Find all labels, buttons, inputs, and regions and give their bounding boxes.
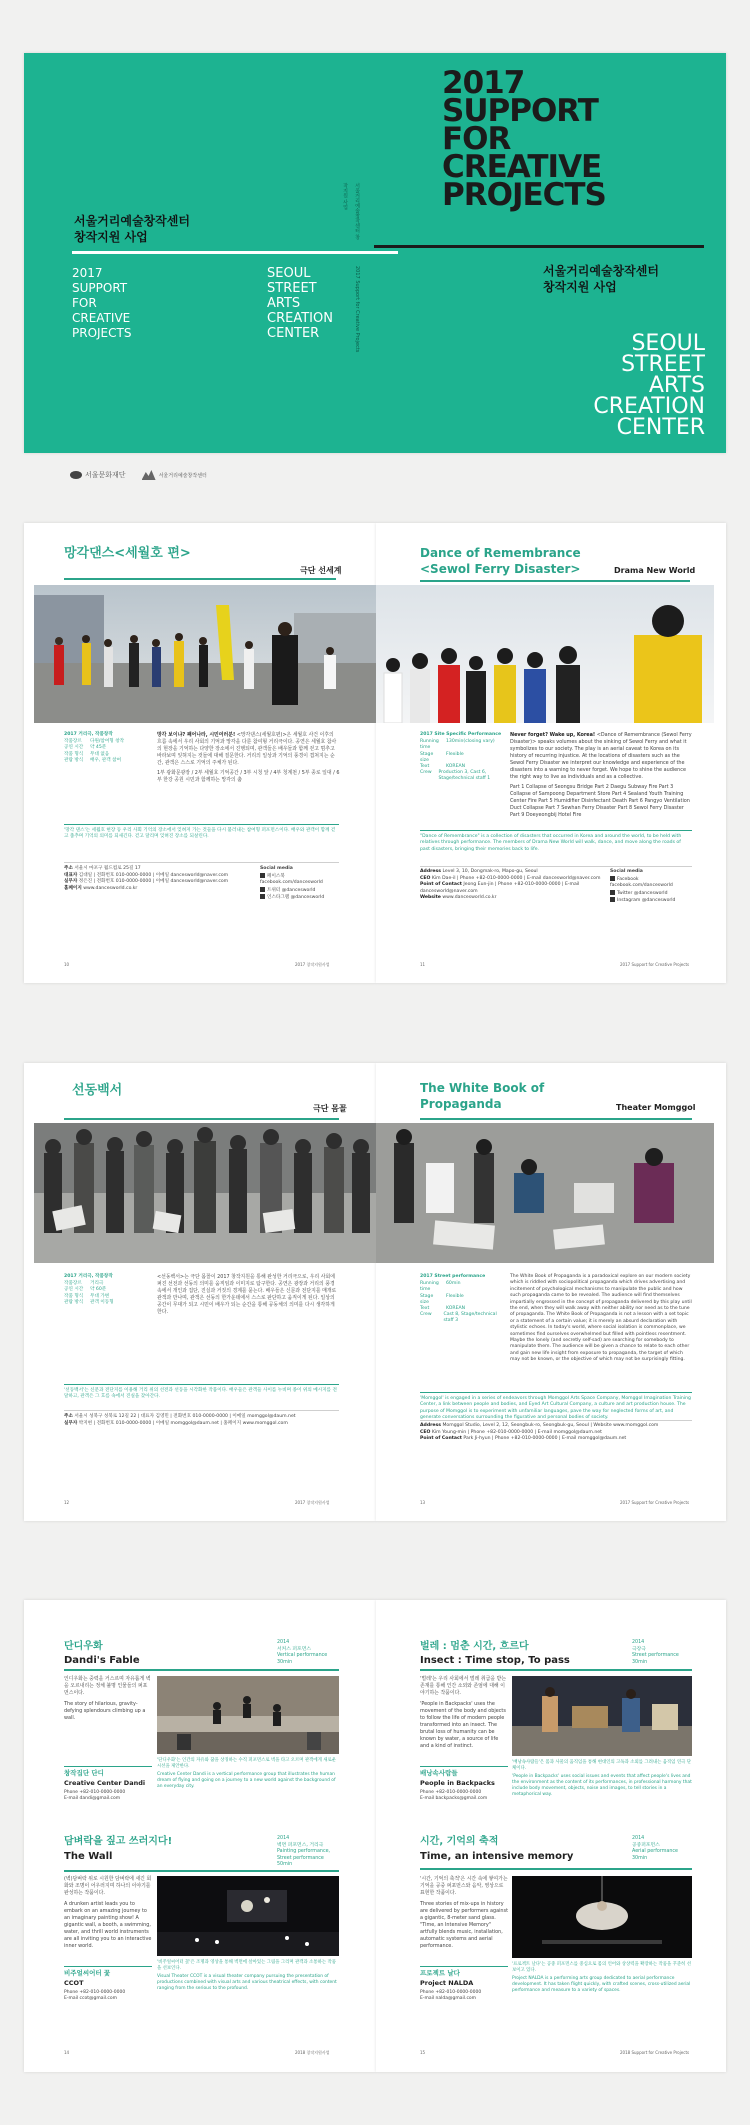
- s3-right-top-company-en: People in Backpacks: [420, 1779, 495, 1787]
- center-logo-icon: [142, 470, 156, 480]
- spread-1-right-company: Drama New World: [614, 566, 696, 575]
- spread-2-right-contact-rule: [420, 1420, 692, 1421]
- s3-left-top-company-rule: [64, 1766, 152, 1767]
- cover-panel: [24, 53, 726, 453]
- contact-value: 김대일 | 전화번호 010-0000-0000 | 이메일 dancesworld@naver.com: [78, 872, 229, 878]
- contact-row: [420, 1423, 692, 1430]
- meta-row: [420, 1312, 505, 1324]
- cover-title-line: PROJECTS: [442, 177, 606, 213]
- s3-left-bottom-photo: [157, 1876, 339, 1956]
- cover-title-line: 2017: [442, 65, 525, 101]
- caption-en: Visual Theater CCOT is a visual theater company pursuing the presentation of productions combined with visual arts and various theatrical effects, with content ranging from the serious to the profound.: [157, 1974, 337, 1991]
- contact-email[interactable]: E-mail ccot@gmail.com: [64, 1996, 118, 2001]
- social-link[interactable]: 트위터 @dancesworld: [267, 887, 316, 893]
- spread-1-right-contact-rule: [420, 866, 692, 867]
- meta-year: 2017 Site Specific Performance: [420, 732, 502, 737]
- title-line: Propaganda: [420, 1097, 502, 1111]
- cover-divider-white: [72, 251, 398, 254]
- meta-key: 작품장르: [64, 1281, 82, 1287]
- s3-left-top-photo: [157, 1676, 339, 1754]
- s3-right-bottom-company-ko: 프로젝트 날다: [420, 1969, 460, 1977]
- meta-row: [420, 1281, 505, 1293]
- cover-spine-left: 서울거리예술창작센터 창작지원 사업: [342, 183, 360, 240]
- spread-2-right-meta: [420, 1274, 505, 1325]
- social-label: Social media: [610, 869, 643, 874]
- desc-ko: '시간, 기억의 축적'은 시간 속에 쌓여가는 기억을 공중 퍼포먼스와 음악, 영상으로 표현한 작품이다.: [420, 1876, 508, 1896]
- spread-1-right-rule: [420, 580, 690, 582]
- body-paragraph: <Dance of Remembrance (Sewol Ferry Disaster)> speaks volumes about the sinking of Sewol Ferry and what it symbolizes to our society. The play is an aerial caveat to Korea on its history of recurring injustice. At the locations of disasters such as the Sewol Ferry Disaster we interpret our knowledge and experience of the disasters into a warning to never forget. We hope to shine the audience the right way to live as individuals and as a collective.: [510, 732, 692, 780]
- s3-left-top-company-ko: 창작집단 단디: [64, 1769, 104, 1777]
- s3-left-bottom-title-en: The Wall: [64, 1851, 113, 1862]
- contact-key: Address: [420, 869, 441, 874]
- foundation-logo-icon: [70, 471, 82, 479]
- desc-en: A drunken artist leads you to embark on an amazing journey to an imaginary painting show! A gigantic wall, a booth, a swimming, water, and thrill world instruments are all inviting you to an interactive inner world.: [64, 1901, 152, 1949]
- spread-1-left-title: 망각댄스<세월호 편>: [64, 546, 191, 561]
- meta-row: [64, 758, 149, 764]
- facebook-icon: [260, 873, 265, 878]
- contact-phone: Phone +82-010-0000-0000: [420, 1990, 482, 1995]
- contact-row: [420, 1436, 692, 1443]
- s3-right-bottom-caption: [512, 1962, 692, 1994]
- desc-en: The story of hilarious, gravity-defying splendours climbing up a wall.: [64, 1701, 146, 1721]
- spread-3-left-folio-number: 14: [64, 2050, 70, 2055]
- cover-english-center: [267, 266, 333, 341]
- spread-2-right-caption-rule: [420, 1392, 692, 1393]
- s3-right-top-rule: [420, 1669, 692, 1671]
- meta-value: 관객 이동형: [90, 1299, 114, 1305]
- contact-value: Momggol Studio, Level 2, 12, Seongbuk-ro, Seongbuk-gu, Seoul | Website www.momggol.com: [442, 1423, 659, 1428]
- s3-left-bottom-title-ko: 담벼락을 짚고 쓰러지다!: [64, 1836, 173, 1847]
- meta-key: 작품 형식: [64, 751, 84, 757]
- meta-value: 130min(closing vary): [446, 739, 495, 745]
- caption-en: Project NALDA is a performing arts group dedicated to aerial performance development. It has taken flight quickly, with crafted scenes, cross-utilized aerial performance and measure to a variety of spaces.: [512, 1976, 691, 1993]
- cover-ko-line: 창작지원 사업: [543, 280, 617, 294]
- cover-korean-title-right: [543, 263, 713, 295]
- cover-en-line: SEOUL: [267, 266, 311, 281]
- social-row: [260, 887, 340, 895]
- social-row: [610, 876, 692, 890]
- spread-1-left-contact: [64, 866, 254, 892]
- spread-1-right-meta: [420, 732, 505, 783]
- desc-ko: (벽)담벼락 위로 시원한 담벼락에 새긴 회화와 조명이 어우러지며 하나의 이야기를 완성하는 작품이다.: [64, 1876, 152, 1896]
- spread-2-photo: [34, 1123, 714, 1263]
- meta-line: Street performance: [277, 1855, 324, 1861]
- meta-key: Text: [420, 1306, 430, 1312]
- cover-main-title: [442, 65, 722, 213]
- spread-1-right-caption-rule: [420, 830, 692, 831]
- s3-left-top-meta: [277, 1640, 327, 1666]
- spread-2-right-folio-text: 2017 Support for Creative Projects: [620, 1500, 690, 1505]
- spread-1-right-folio-text: 2017 Support for Creative Projects: [620, 962, 690, 967]
- meta-key: 공연 시간: [64, 1287, 84, 1293]
- s3-right-bottom-company-en: Project NALDA: [420, 1979, 474, 1987]
- s3-right-bottom-title-en: Time, an intensive memory: [420, 1851, 574, 1862]
- body-lead: Never forget? Wake up, Korea!: [510, 732, 596, 738]
- spread-1-left-social: [260, 866, 340, 902]
- cover-divider-dark: [374, 245, 704, 248]
- meta-line: 2014: [632, 1836, 645, 1841]
- meta-value: 60min: [446, 1281, 461, 1287]
- s3-right-top-title-ko: 벌레 : 멈춘 시간, 흐르다: [420, 1641, 529, 1652]
- meta-line: 공중퍼포먼스: [632, 1842, 660, 1848]
- cover-title-line: FOR: [442, 121, 511, 157]
- twitter-icon: [610, 890, 615, 895]
- meta-value: KOREAN: [446, 764, 466, 770]
- social-link[interactable]: 페이스북 facebook.com/dancesworld: [260, 873, 323, 886]
- spread-2-right-title: [420, 1080, 544, 1112]
- spread-1-right-title: [420, 545, 581, 577]
- contact-value: Park Ji-hyun | Phone +82-010-0000-0000 | E-mail momggol@daum.net: [463, 1436, 627, 1442]
- spread-2-left-company: 극단 몸꼴: [313, 1104, 347, 1113]
- social-link[interactable]: Instagram @dancesworld: [617, 898, 676, 904]
- twitter-icon: [260, 887, 265, 892]
- title-line: <Sewol Ferry Disaster>: [420, 562, 581, 576]
- cover-ko-line: 서울거리예술창작센터: [74, 214, 190, 228]
- photo-street: [512, 1726, 692, 1756]
- spread-2-right-contact: [420, 1423, 692, 1443]
- meta-key: 작품 형식: [64, 1293, 84, 1299]
- s3-left-bottom-company-rule: [64, 1966, 152, 1967]
- caption-ko: '단디우화'는 인간의 자유와 꿈을 상징하는 수직 퍼포먼스로 벽을 타고 오르며 관객에게 새로운 시선을 제안한다.: [157, 1758, 336, 1769]
- social-link[interactable]: Twitter @dancesworld: [617, 890, 668, 896]
- social-row: [610, 897, 692, 905]
- contact-email[interactable]: E-mail backpacks@gmail.com: [420, 1796, 488, 1801]
- contact-phone: Phone +82-010-0000-0000: [420, 1790, 482, 1795]
- meta-value: 배우, 관객 참여: [90, 757, 122, 763]
- contact-value: Jeong Eun-jin | Phone +82-010-0000-0000 | E-mail dancesworld@naver.com: [420, 882, 580, 894]
- caption-ko: '배낭속사람들'은 몸과 사물의 움직임을 통해 현대인의 고독과 소외를 그려내는 움직임 연극 단체이다.: [512, 1760, 691, 1771]
- social-link[interactable]: Facebook facebook.com/dancesworld: [610, 876, 673, 889]
- contact-value: Kim Young-min | Phone +82-010-0000-0000 | E-mail momggol@daum.net: [431, 1429, 602, 1435]
- logo-label: 서울문화재단: [85, 471, 126, 479]
- contact-row: [64, 1414, 339, 1421]
- s3-right-top-company-rule: [420, 1766, 508, 1767]
- cover-en-line: CREATION: [267, 311, 333, 326]
- meta-key: Stage size: [420, 1293, 434, 1305]
- meta-line: Street performance: [632, 1653, 679, 1658]
- meta-row: [420, 1294, 505, 1306]
- contact-row: [64, 886, 254, 893]
- caption-en: Creative Center Dandi is a vertical performance group that illustrates the human dream of flying and going on a journey to a new world against the background of an everyday city.: [157, 1772, 336, 1789]
- spread-2-right-folio-number: 13: [420, 1500, 426, 1505]
- spread-2-right-company: Theater Momggol: [616, 1103, 696, 1112]
- meta-line: 2014: [277, 1640, 290, 1645]
- meta-row: [64, 1300, 149, 1306]
- spread-1-left-company: 극단 선세계: [300, 566, 342, 575]
- desc-ko: '벌레'는 우리 사회에서 벌레 취급을 받는 존재를 통해 인간 소외와 존엄에 대해 이야기하는 작품이다.: [420, 1676, 507, 1696]
- meta-key: Crew: [420, 770, 432, 776]
- s3-right-top-photo: [512, 1676, 692, 1756]
- cover-en-line: FOR: [72, 296, 97, 310]
- social-label: Social media: [260, 866, 293, 871]
- contact-key: CEO: [420, 1429, 431, 1435]
- contact-row: [64, 879, 254, 886]
- contact-value: www.dancesworld.co.kr: [83, 885, 138, 891]
- facebook-icon: [610, 876, 615, 881]
- s3-right-top-meta: [632, 1640, 679, 1666]
- cover-logos: [70, 470, 207, 480]
- s3-right-top-contact: [420, 1790, 510, 1802]
- meta-value: KOREAN: [446, 1306, 466, 1312]
- contact-value: 서울시 마포구 월드컵로 25길 17: [74, 866, 141, 871]
- s3-left-bottom-desc: [64, 1876, 152, 1950]
- meta-line: 30min: [632, 1855, 648, 1861]
- body-paragraph: <망각댄스(세월호편)>은 세월호 사건 이후의 흐름 속에서 우리 사회의 기억과 망각을 다룬 참여형 거리극이다. 공연은 세월호 참사의 현장을 기억하는 다양한 장소에서 진행되며, 관객들은 배우들과 함께 걷고 멈추고 바라보며 잊혀지는 것들에 대해 질문한다. 거리의 일상과 기억의 풍경이 겹쳐지는 순간, 관객은 스스로 기억의 주체가 된다.: [157, 732, 337, 766]
- contact-row: [64, 1421, 339, 1428]
- contact-phone: Phone +82-010-0000-0000: [64, 1790, 126, 1795]
- meta-key: 작품장르: [64, 739, 82, 745]
- social-row: [260, 894, 340, 902]
- meta-key: Running time: [420, 739, 439, 751]
- cover-title-line: SUPPORT: [442, 93, 598, 129]
- body-paragraph-2: 1부 광화문광장 / 2부 세월호 기억공간 / 3부 시청 앞 / 4부 청계천 / 5부 종로 일대 / 6부 한강 공원 시민과 함께하는 망각의 춤: [157, 770, 340, 783]
- meta-row: [420, 739, 505, 751]
- spread-1-right-folio-number: 11: [420, 962, 426, 967]
- cover-en-line: SEOUL: [631, 331, 705, 356]
- cover-en-line: 2017: [72, 266, 103, 280]
- spread-2-left-title: 선동백서: [72, 1083, 123, 1098]
- spread-3-right-folio-number: 15: [420, 2050, 426, 2055]
- desc-en: 'People in Backpacks' uses the movement of the body and objects to follow the life of modern people transformed into an insect. The brutal loss of humanity can be known by water, a source of life and a kind of instinct.: [420, 1701, 506, 1749]
- social-row: [610, 890, 692, 898]
- social-link[interactable]: 인스타그램 @dancesworld: [267, 895, 325, 901]
- spread-1-left-folio-text: 2017 창작지원사업: [295, 962, 330, 967]
- meta-key: Stage size: [420, 751, 434, 763]
- spread-1-left-meta: [64, 732, 149, 764]
- spread-2-left-folio-text: 2017 창작지원사업: [295, 1500, 330, 1505]
- meta-value: Production 3, Cast 6, Stage/technical staff 1: [438, 770, 491, 782]
- logo-label: 서울거리예술창작센터: [158, 473, 207, 479]
- contact-key: Address: [420, 1423, 441, 1428]
- meta-key: Text: [420, 764, 430, 770]
- spread-2-left-caption: '선동백서'는 신문과 전단지를 이용해 거리 위의 선전과 선동을 시각화한 작품이다. 배우들은 관객들 사이를 누비며 종이 위의 메시지를 전달하고, 관객은 그 흐름 속에서 진실을 찾아간다.: [64, 1388, 337, 1400]
- cover-english-right: [543, 333, 705, 438]
- spread-1-left-body: [157, 732, 340, 784]
- contact-row: [420, 869, 605, 876]
- spread-3-left-folio-text: 2018 창작지원사업: [295, 2050, 330, 2055]
- photo-building: [34, 595, 104, 663]
- s3-right-top-company-ko: 배낭속사람들: [420, 1769, 458, 1777]
- meta-row: [420, 752, 505, 764]
- contact-key: 실무자: [64, 879, 78, 885]
- desc-en: Three stories of mix-ups in history are delivered by performers against a gigantic, 8-meter sand glass. "Time, an Intensive Memory" artfully blends music, installation, automatic systems and aerial performance.: [420, 1901, 508, 1949]
- meta-line: 30min: [632, 1659, 648, 1665]
- meta-value: Cast 8, Stage/technical staff 3: [443, 1312, 497, 1324]
- s3-left-top-caption: [157, 1758, 339, 1790]
- spread-1-left-folio-number: 10: [64, 962, 70, 967]
- meta-key: 관람 방식: [64, 757, 84, 763]
- meta-line: 벽면 퍼포먼스, 거리극: [277, 1842, 324, 1848]
- body-lead: 망각 보이냐? 째어나라, 시민여러분!: [157, 732, 236, 738]
- contact-key: 홈페이지: [64, 885, 82, 891]
- meta-line: 2014: [277, 1836, 290, 1841]
- s3-left-bottom-rule: [64, 1870, 339, 1872]
- meta-line: 30min: [277, 1659, 293, 1665]
- cover-en-line: CREATIVE: [72, 311, 131, 325]
- s3-left-top-title-en: Dandi's Fable: [64, 1655, 140, 1666]
- cover-en-line: CENTER: [616, 415, 705, 440]
- meta-value: Flexible: [446, 1293, 464, 1299]
- cover-title-line: CREATIVE: [442, 149, 602, 185]
- social-row: [260, 873, 340, 887]
- meta-line: 극장극: [632, 1646, 646, 1652]
- cover-en-line: ARTS: [267, 296, 301, 311]
- spread-1-right-body: [510, 732, 692, 819]
- contact-key: 주소: [64, 1414, 73, 1419]
- cover-en-line: PROJECTS: [72, 326, 132, 340]
- meta-line: Painting performance,: [277, 1849, 331, 1854]
- spread-1-left-contact-rule: [64, 862, 339, 863]
- contact-value: www.dancesworld.co.kr: [442, 895, 497, 901]
- title-line: Dance of Remembrance: [420, 546, 581, 560]
- cover-en-line: STREET: [267, 281, 317, 296]
- cover-english-left: [72, 266, 131, 341]
- cover-en-line: CREATION: [593, 394, 705, 419]
- meta-key: Crew: [420, 1312, 432, 1318]
- spread-1-left-caption: '망각 댄스'는 세월호 현장 등 우리 사회 기억의 장소에서 잊혀져 가는 것들을 다시 불러내는 참여형 퍼포먼스이다. 배우와 관객이 함께 걷고 춤추며 기억의 의미를 되새긴다. 걷고 달리며 잊혀진 장소를 되살린다.: [64, 828, 336, 840]
- meta-value: 무대 없음: [90, 751, 110, 757]
- street-arts-center-logo: [142, 470, 207, 480]
- meta-key: Running time: [420, 1281, 439, 1293]
- s3-left-top-company-en: Creative Center Dandi: [64, 1779, 146, 1787]
- spread-2-right-caption: 'Momggol' is engaged in a series of endeavors through Momggol Arts Space Company, Momggol Imagination Training Center, a link between people and bodies, and Eyed Art Cultural Company, a culture and art production house. The purpose of Momggol is to experiment with unfamiliar languages, pave the way for neglected forms of art, and generate conversations surrounding the figurative and personal bodies of society.: [420, 1396, 691, 1420]
- cover-spine-right: 2017 Support for Creative Projects: [354, 266, 360, 353]
- meta-line: Vertical performance: [277, 1653, 328, 1658]
- s3-right-bottom-desc: [420, 1876, 508, 1950]
- body-paragraph-2: Part 1 Collapse of Seongsu Bridge Part 2 Daegu Subway Fire Part 3 Collapse of Sampoong Department Store Part 4 Sealand Youth Training Center Fire Part 5 Humidifier Disinfectant Death Part 6 Pangyo Ventilation Duct Collapse Part 7 Sewhan Ferry Disaster Part 8 Sewol Ferry Disaster Part 9 Doeyeongbij Hotel Fire: [510, 784, 690, 818]
- contact-row: [420, 895, 605, 902]
- spread-3-right-folio-text: 2018 Support for Creative Projects: [620, 2050, 690, 2055]
- meta-year: 2017 거리극, 작품창작: [64, 732, 113, 737]
- s3-right-bottom-rule: [420, 1868, 692, 1870]
- seoul-foundation-logo: [70, 470, 126, 480]
- spread-1-right-caption: "Dance of Remembrance" is a collection of disasters that occurred in Korea and around the world, to be held with relatives through performance. The members of Drama New World will walk, dance, and move along the roads of past disasters, bringing their memories back to life.: [420, 834, 682, 852]
- contact-value: Kim Dae-il | Phone +82-010-0000-0000 | E-mail dancesworld@naver.com: [431, 875, 601, 881]
- meta-value: 다원/참여형 창작: [90, 739, 125, 745]
- meta-year: 2017 거리극, 작품창작: [64, 1274, 113, 1279]
- contact-key: Website: [420, 895, 441, 901]
- s3-right-bottom-company-rule: [420, 1966, 508, 1967]
- spread-2-right-rule: [420, 1118, 692, 1120]
- contact-row: [420, 882, 605, 895]
- contact-phone: Phone +82-010-0000-0000: [64, 1990, 126, 1995]
- s3-right-top-desc: [420, 1676, 508, 1750]
- contact-value: 박지현 | 전화번호 010-0000-0000 | 이메일 momggol@daum.net | 홈페이지 www.momggol.com: [78, 1420, 288, 1426]
- cover-ko-line: 서울거리예술창작센터: [543, 264, 659, 278]
- meta-year: 2017 Street performance: [420, 1274, 486, 1279]
- contact-value: Level 3, 10, Dongmak-ro, Mapo-gu, Seoul: [442, 869, 538, 874]
- instagram-icon: [260, 894, 265, 899]
- meta-value: Flexible: [446, 751, 464, 757]
- spread-1-left-caption-rule: [64, 824, 339, 825]
- spread-1-right-social: [610, 869, 692, 905]
- s3-left-top-contact: [64, 1790, 154, 1802]
- title-line: The White Book of: [420, 1081, 545, 1095]
- meta-line: 2014: [632, 1640, 645, 1645]
- s3-right-bottom-contact: [420, 1990, 510, 2002]
- contact-value: 서울시 성북구 성북로 12길 22 | 대표자 김영민 | 전화번호 010-0000-0000 | 이메일 momggol@daum.net: [74, 1414, 296, 1419]
- s3-left-bottom-contact: [64, 1990, 154, 2002]
- contact-row: [64, 866, 254, 873]
- contact-email[interactable]: E-mail nalda@gmail.com: [420, 1996, 477, 2001]
- meta-key: 공연 시간: [64, 745, 84, 751]
- spread-2-right-body: The White Book of Propaganda is a paradoxical explore on our modern society which is riddled with sociopolitical propaganda which drives advertising and incitement of psychological mechanisms to manipulate the public and how such propaganda came to be revealed. The audience will find themselves impartially engrossed in the concept of propaganda delivered by this play until the end, when they will walk away with neither ability nor need as to the tune of propaganda. The White Book of Propaganda is not a lesson with a set topic or a statement of a certain value; it is merely an absurd declaration with stylistic echoes. In today's world, where social isolation is commonplace, we sometimes find ourselves overwhelmed but filled with pointless resentment. Maybe the lonely (and secretly self-sad) are searching for somebody to manipulate them. The audience will be given a chance to relate to each other and gain new life insight from exposure to propaganda, the target of which may not be known, or the objective of which may not be surprisingly fitting.: [510, 1274, 692, 1363]
- meta-line: 50min: [277, 1862, 293, 1867]
- spread-2-left-caption-rule: [64, 1384, 339, 1385]
- meta-key: 관람 방식: [64, 1299, 84, 1305]
- s3-right-bottom-meta: [632, 1836, 678, 1862]
- meta-value: 약 60분: [90, 1287, 107, 1293]
- cover-ko-line: 창작지원 사업: [74, 230, 148, 244]
- meta-value: 약 45분: [90, 745, 107, 751]
- contact-key: 주소: [64, 866, 73, 871]
- s3-right-top-caption: [512, 1760, 692, 1798]
- spread-2-left-folio-number: 12: [64, 1500, 70, 1505]
- s3-left-bottom-company-en: CCOT: [64, 1979, 84, 1987]
- s3-left-top-desc: [64, 1676, 152, 1722]
- s3-right-top-title-en: Insect : Time stop, To pass: [420, 1655, 570, 1666]
- s3-left-top-title-ko: 단디우화: [64, 1641, 103, 1652]
- contact-key: Point of Contact: [420, 882, 462, 888]
- instagram-icon: [610, 897, 615, 902]
- contact-key: 실무자: [64, 1420, 78, 1426]
- spread-2-left-body: <선동백서>는 극단 몸꼴이 2017 창작지원을 통해 완성한 거리극으로, 우리 사회에 퍼진 선전과 선동의 의미를 움직임과 이미지로 탐구한다. 공연은 광장과 거리의 풍경 속에서 개인과 집단, 진실과 거짓의 경계를 묻는다. 배우들은 신문과 전단지를 매개로 관객과 만나며, 관객은 선동의 한가운데에서 스스로 판단하고 움직이게 된다. 일상의 공간이 무대가 되고 시민이 배우가 되는 순간을 통해 공동체의 의미를 다시 생각하게 한다.: [157, 1274, 337, 1315]
- s3-right-bottom-title-ko: 시간, 기억의 축적: [420, 1836, 499, 1847]
- caption-ko: '프로젝트 날다'는 공중 퍼포먼스를 중심으로 몸의 언어와 상상력을 확장하는 작품을 꾸준히 선보이고 있다.: [512, 1962, 691, 1973]
- desc-ko: 인디우화는 중력을 거스르며 자유롭게 벽을 오르내리는 정체 불명 인물들의 퍼포먼스이다.: [64, 1676, 151, 1696]
- contact-key: CEO: [420, 875, 431, 881]
- contact-value: 정은진 | 전화번호 010-0000-0000 | 이메일 dancesworld@naver.com: [78, 879, 229, 885]
- spread-2-left-rule: [64, 1118, 339, 1120]
- spread-2-left-meta: [64, 1274, 149, 1306]
- spread-1-right-contact: [420, 869, 605, 902]
- cover-en-line: CENTER: [267, 326, 320, 341]
- s3-left-bottom-caption: [157, 1960, 339, 1992]
- meta-line: Aerial performance: [632, 1849, 678, 1854]
- meta-value: 무대 가변: [90, 1293, 110, 1299]
- cover-en-line: STREET: [621, 352, 705, 377]
- s3-left-top-rule: [64, 1669, 339, 1671]
- spread-2-left-contact: [64, 1414, 339, 1427]
- caption-en: 'People in Backpacks' uses social issues and events that affect people's lives and the environment as the content of its performances, in professional harmony that include body movement, objects, noise and images, to tell stories in a metaphorical way.: [512, 1774, 692, 1797]
- caption-ko: '비주얼씨어터 꽃'은 조명과 영상을 통해 벽면에 살아있는 그림을 그리며 관객과 소통하는 작품을 선보인다.: [157, 1960, 336, 1971]
- cover-en-line: ARTS: [648, 373, 705, 398]
- spread-1-photo: [34, 585, 714, 723]
- s3-left-bottom-meta: [277, 1836, 330, 1869]
- s3-left-bottom-company-ko: 비주얼씨어터 꽃: [64, 1969, 111, 1977]
- cover-en-line: SUPPORT: [72, 281, 128, 295]
- spread-2-left-contact-rule: [64, 1410, 339, 1411]
- meta-row: [420, 770, 505, 782]
- contact-email[interactable]: E-mail dandi@gmail.com: [64, 1796, 121, 1801]
- meta-line: 서커스 퍼포먼스: [277, 1646, 311, 1652]
- cover-korean-title-left: [74, 213, 274, 245]
- spread-1-left-rule: [64, 578, 336, 580]
- contact-key: Point of Contact: [420, 1436, 462, 1442]
- meta-value: 거리극: [90, 1281, 104, 1287]
- s3-right-bottom-photo: [512, 1876, 692, 1958]
- contact-key: 대표자: [64, 872, 78, 878]
